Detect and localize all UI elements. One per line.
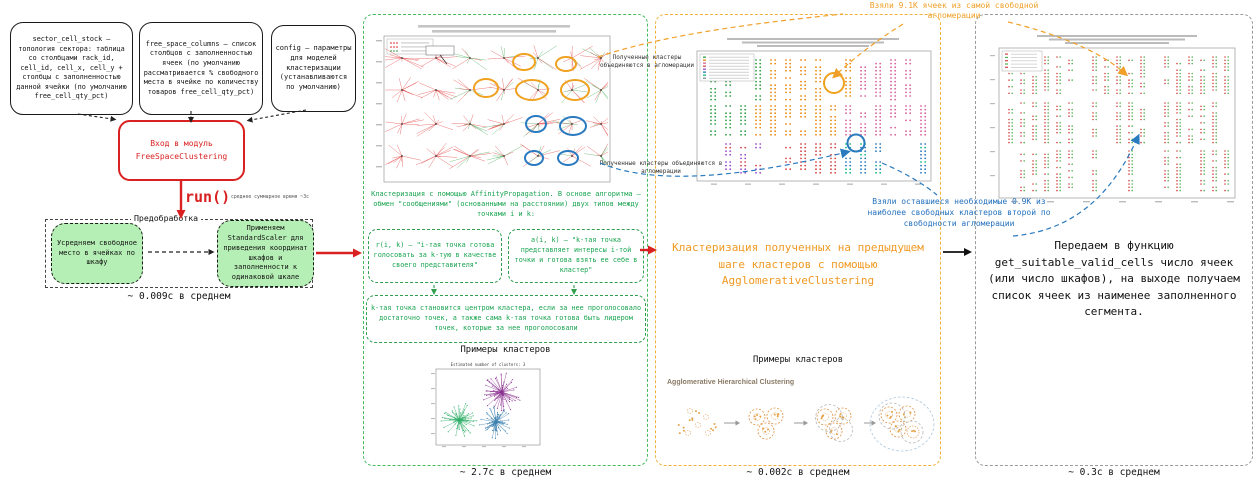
entry-module-box: Вход в модуль FreeSpaceClustering <box>118 120 245 181</box>
input-box-free-space-columns: free_space_columns – список столбцов с заполненностью ячеек (по умолчанию рассматривается % свободного места в ячейке по количеству товаров free_cell_qty_pct) <box>139 22 263 115</box>
annotation-took-0-9k: Взяли оставшиеся необходимые 0.9К из наиболее свободных кластеров второй по свободности агломерации <box>867 197 1051 228</box>
agglomeration-scatter-plot <box>687 36 939 188</box>
output-time: ~ 0.3с в среднем <box>1068 467 1160 478</box>
input-box-sector-cell-stock: sector_cell_stock – топология сектора: таблица со столбцами rack_id, cell_id, cell_x, cell_y + столбцы с заполненностью данной ячейки (по умолчанию free_cell_qty_pct) <box>10 22 133 115</box>
annotation-clusters-merge-top: Полученные кластеры объединяются в агломерации <box>600 54 694 69</box>
agglomerative-example-figure <box>660 389 938 461</box>
affinity-example-plot-title: Estimated number of clusters: 3 <box>450 362 526 367</box>
responsibility-message-box: r(i, k) – "i-тая точка готова голосовать за k-тую в качестве своего представителя" <box>368 229 502 283</box>
step-standard-scaler: Применяем StandardScaler для приведения координат шкафов и заполненности к одинаковой шкале <box>217 220 314 287</box>
run-method-label: run() <box>185 188 231 206</box>
affinity-examples-label: Примеры кластеров <box>460 345 551 355</box>
availability-message-box: a(i, k) – "k-тая точка представляет интересы i-той точки и готова взять ее себе в кластер" <box>508 229 644 283</box>
annotation-clusters-merge-bottom: Полученные кластеры объединяются в агломерации <box>599 160 723 175</box>
selected-cells-plot <box>987 33 1243 211</box>
preprocessing-time: ~ 0.009с в среднем <box>127 291 231 302</box>
annotation-took-9-1k: Взяли 9.1К ячеек из самой свободной агломерации <box>869 1 1039 20</box>
affinity-time: ~ 2.7с в среднем <box>459 467 552 478</box>
affinity-intro-text: Кластеризация с помощью AffinityPropagation. В основе алгоритма – обмен "сообщениями" (основанными на расстоянии) двух типов между точками i и k: <box>371 190 641 218</box>
affinity-example-plot <box>428 359 548 449</box>
run-time-note: среднее суммарное время ~3с <box>231 195 309 200</box>
agglomerative-main-text: Кластеризация полученных на предыдущем шаге кластеров с помощью AgglomerativeClustering <box>672 241 924 287</box>
cluster-center-rule-box: k-тая точка становится центром кластера, если за нее проголосовало достаточно точек, а также сама k-тая точка готова быть лидером точек, которые за нее проголосовали <box>366 295 646 343</box>
agglomerative-example-caption: Agglomerative Hierarchical Clustering <box>667 379 795 386</box>
preprocessing-label: Предобработка <box>131 213 201 223</box>
agglomerative-examples-label: Примеры кластеров <box>752 355 844 365</box>
step-average-free-space: Усредняем свободное место в ячейках по шкафу <box>51 223 143 284</box>
agglomerative-time: ~ 0.002с в среднем <box>746 467 850 478</box>
warehouse-affinity-clusters-plot <box>374 22 614 186</box>
output-main-text: Передаем в функцию get_suitable_valid_cells число ячеек (или число шкафов), на выходе получаем список ячеек из наименее заполненного сегмента. <box>988 239 1240 318</box>
input-box-config: config – параметры для моделей кластеризации (устанавливаются по умолчанию) <box>271 25 356 112</box>
